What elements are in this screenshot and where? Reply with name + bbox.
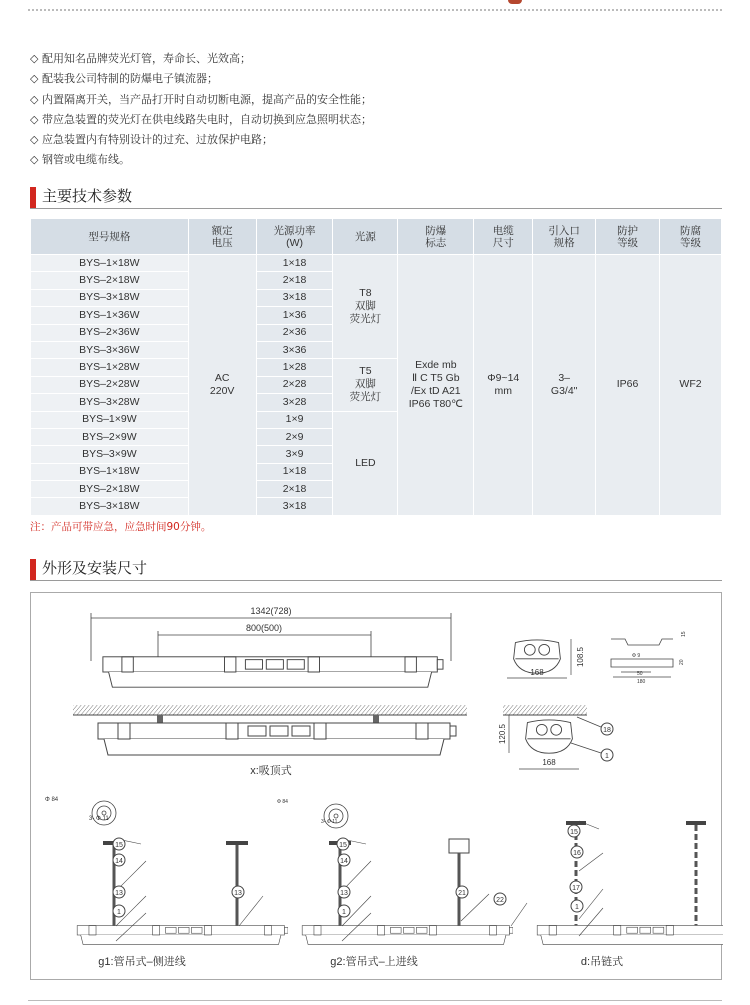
bottom-divider: [28, 1000, 722, 1001]
feature-item: ◇ 带应急装置的荧光灯在供电线路失电时，自动切换到应急照明状态；: [30, 110, 372, 130]
svg-text:1: 1: [117, 909, 121, 916]
lamp-ceiling-icon: [98, 723, 456, 755]
pendant-drawings: [77, 801, 723, 945]
light-source-cell: LED: [333, 411, 398, 515]
power-cell: 2×18: [256, 272, 333, 289]
section-marker: [30, 559, 36, 580]
light-source-cell: T8 双脚 荧光灯: [333, 255, 398, 359]
part-callout-17: [570, 881, 582, 893]
power-cell: 1×28: [256, 359, 333, 376]
bracket-dim: Φ 9: [632, 653, 641, 659]
power-cell: 1×18: [256, 255, 333, 272]
model-cell: BYS–2×18W: [31, 481, 189, 498]
feature-item: ◇ 配装我公司特制的防爆电子镇流器；: [30, 69, 372, 89]
table-header-cell: 电缆 尺寸: [474, 219, 533, 255]
dim-ceiling-width: 168: [542, 758, 556, 767]
svg-text:14: 14: [340, 858, 348, 865]
diamond-bullet-icon: ◇: [30, 153, 39, 167]
part-callout-16: [571, 846, 583, 858]
dimension-drawing-svg: [31, 593, 723, 981]
section-header-dimensions: [30, 557, 722, 581]
power-cell: 3×9: [256, 446, 333, 463]
feature-list: [30, 49, 372, 171]
model-cell: BYS–3×36W: [31, 341, 189, 358]
model-cell: BYS–3×18W: [31, 289, 189, 306]
model-cell: BYS–2×9W: [31, 428, 189, 445]
caption-g2: g2:管吊式–上进线: [330, 956, 418, 968]
model-cell: BYS–1×36W: [31, 307, 189, 324]
section-title: 外形及安装尺寸: [42, 559, 148, 577]
power-cell: 3×18: [256, 289, 333, 306]
caption-g1: g1:管吊式–侧进线: [98, 956, 186, 968]
table-header-cell: 额定 电压: [188, 219, 256, 255]
model-cell: BYS–1×28W: [31, 359, 189, 376]
top-divider: [28, 9, 722, 11]
part-callout-1: [338, 905, 350, 917]
feature-item: ◇ 钢管或电缆布线。: [30, 150, 372, 170]
power-cell: 1×36: [256, 307, 333, 324]
caption-d: d:吊链式: [580, 956, 624, 968]
lamp-front-icon: [103, 657, 443, 687]
ex-mark-cell: Exde mb Ⅱ C T5 Gb /Ex tD A21 IP66 T80℃: [398, 255, 474, 516]
model-cell: BYS–3×18W: [31, 498, 189, 515]
dim-ceiling-height: 120.5: [498, 723, 507, 745]
diamond-bullet-icon: ◇: [30, 112, 39, 126]
svg-text:18: 18: [603, 727, 611, 734]
svg-text:13: 13: [115, 890, 123, 897]
lamp-end-ceiling-icon: [526, 720, 573, 753]
power-cell: 3×18: [256, 498, 333, 515]
part-callout-21: [456, 886, 468, 898]
table-header-cell: 防护 等级: [596, 219, 660, 255]
diamond-bullet-icon: ◇: [30, 92, 39, 106]
cable-size-cell: Φ9~14 mm: [474, 255, 533, 516]
table-row: [31, 255, 722, 272]
svg-text:21: 21: [458, 890, 466, 897]
feature-item: ◇ 配用知名品牌荧光灯管，寿命长、光效高；: [30, 49, 372, 69]
model-cell: BYS–2×18W: [31, 272, 189, 289]
bracket-dim: 180: [637, 679, 646, 685]
model-cell: BYS–2×36W: [31, 324, 189, 341]
voltage-cell: AC 220V: [188, 255, 256, 516]
part-callout-15: [113, 838, 125, 850]
table-header-cell: 光源: [333, 219, 398, 255]
dimension-drawing: [30, 592, 722, 980]
svg-text:1: 1: [605, 753, 609, 760]
part-callout-1: [113, 905, 125, 917]
feature-item: ◇ 内置隔离开关，当产品打开时自动切断电源，提高产品的安全性能；: [30, 90, 372, 110]
svg-text:22: 22: [496, 897, 504, 904]
diamond-bullet-icon: ◇: [30, 72, 39, 86]
part-callout-14: [338, 854, 350, 866]
part-callout-18: [601, 723, 613, 735]
part-callout-1: [601, 749, 613, 761]
flange-diameter: Φ 84: [277, 799, 288, 805]
part-callout-13: [232, 886, 244, 898]
power-cell: 2×18: [256, 481, 333, 498]
dim-end-height: 108.5: [576, 646, 585, 668]
svg-text:1: 1: [575, 904, 579, 911]
bracket-dim: 50: [637, 671, 643, 677]
svg-text:13: 13: [340, 890, 348, 897]
flange-holes: 3- Φ 11: [321, 819, 338, 825]
dim-mount-spacing: 800(500): [245, 623, 283, 633]
model-cell: BYS–3×9W: [31, 446, 189, 463]
svg-text:15: 15: [570, 829, 578, 836]
power-cell: 3×36: [256, 341, 333, 358]
power-cell: 1×9: [256, 411, 333, 428]
table-header-cell: 引入口 规格: [533, 219, 596, 255]
part-callout-15: [337, 838, 349, 850]
mount-bracket: [157, 715, 163, 723]
flange-diameter: Φ 84: [45, 797, 59, 803]
entry-spec-cell: 3– G3/4": [533, 255, 596, 516]
table-header-cell: 防腐 等级: [660, 219, 722, 255]
diamond-bullet-icon: ◇: [30, 133, 39, 147]
power-cell: 3×28: [256, 394, 333, 411]
lamp-front-view: [91, 613, 451, 661]
model-cell: BYS–3×28W: [31, 394, 189, 411]
feature-item: ◇ 应急装置内有特别设计的过充、过放保护电路；: [30, 130, 372, 150]
ceiling-hatch: [503, 705, 587, 715]
svg-text:1: 1: [342, 909, 346, 916]
part-callout-13: [113, 886, 125, 898]
section-header-specs: [30, 185, 722, 209]
flange-holes: 3- Φ 11: [89, 816, 109, 822]
top-accent-mark: [508, 0, 522, 4]
svg-text:14: 14: [115, 858, 123, 865]
part-callout-14: [113, 854, 125, 866]
section-title: 主要技术参数: [42, 187, 133, 205]
part-callout-13: [338, 886, 350, 898]
part-callout-1: [571, 900, 583, 912]
caption-ceiling-mount: x:吸顶式: [250, 765, 292, 777]
svg-text:15: 15: [339, 842, 347, 849]
model-cell: BYS–1×9W: [31, 411, 189, 428]
part-callout-15: [568, 825, 580, 837]
part-callout-22: [494, 893, 506, 905]
table-header-cell: 防爆 标志: [398, 219, 474, 255]
svg-text:16: 16: [573, 850, 581, 857]
bracket-dim: 20: [679, 659, 685, 665]
bracket-dim: 15: [681, 631, 687, 637]
power-cell: 2×9: [256, 428, 333, 445]
model-cell: BYS–1×18W: [31, 255, 189, 272]
power-cell: 2×28: [256, 376, 333, 393]
dim-total-length: 1342(728): [250, 606, 292, 616]
section-marker: [30, 187, 36, 208]
svg-text:13: 13: [234, 890, 242, 897]
power-cell: 2×36: [256, 324, 333, 341]
mount-bracket: [373, 715, 379, 723]
dim-end-width: 168: [530, 668, 544, 677]
table-header-cell: 光源功率 (W): [256, 219, 333, 255]
model-cell: BYS–1×18W: [31, 463, 189, 480]
model-cell: BYS–2×28W: [31, 376, 189, 393]
spec-table: [30, 218, 722, 516]
table-note: 注：产品可带应急，应急时间90分钟。: [30, 521, 212, 533]
power-cell: 1×18: [256, 463, 333, 480]
svg-text:17: 17: [572, 885, 580, 892]
anticorrosion-grade-cell: WF2: [660, 255, 722, 516]
table-header-cell: 型号规格: [31, 219, 189, 255]
ceiling-hatch: [73, 705, 467, 715]
light-source-cell: T5 双脚 荧光灯: [333, 359, 398, 411]
diamond-bullet-icon: ◇: [30, 52, 39, 65]
protection-grade-cell: IP66: [596, 255, 660, 516]
svg-text:15: 15: [115, 842, 123, 849]
